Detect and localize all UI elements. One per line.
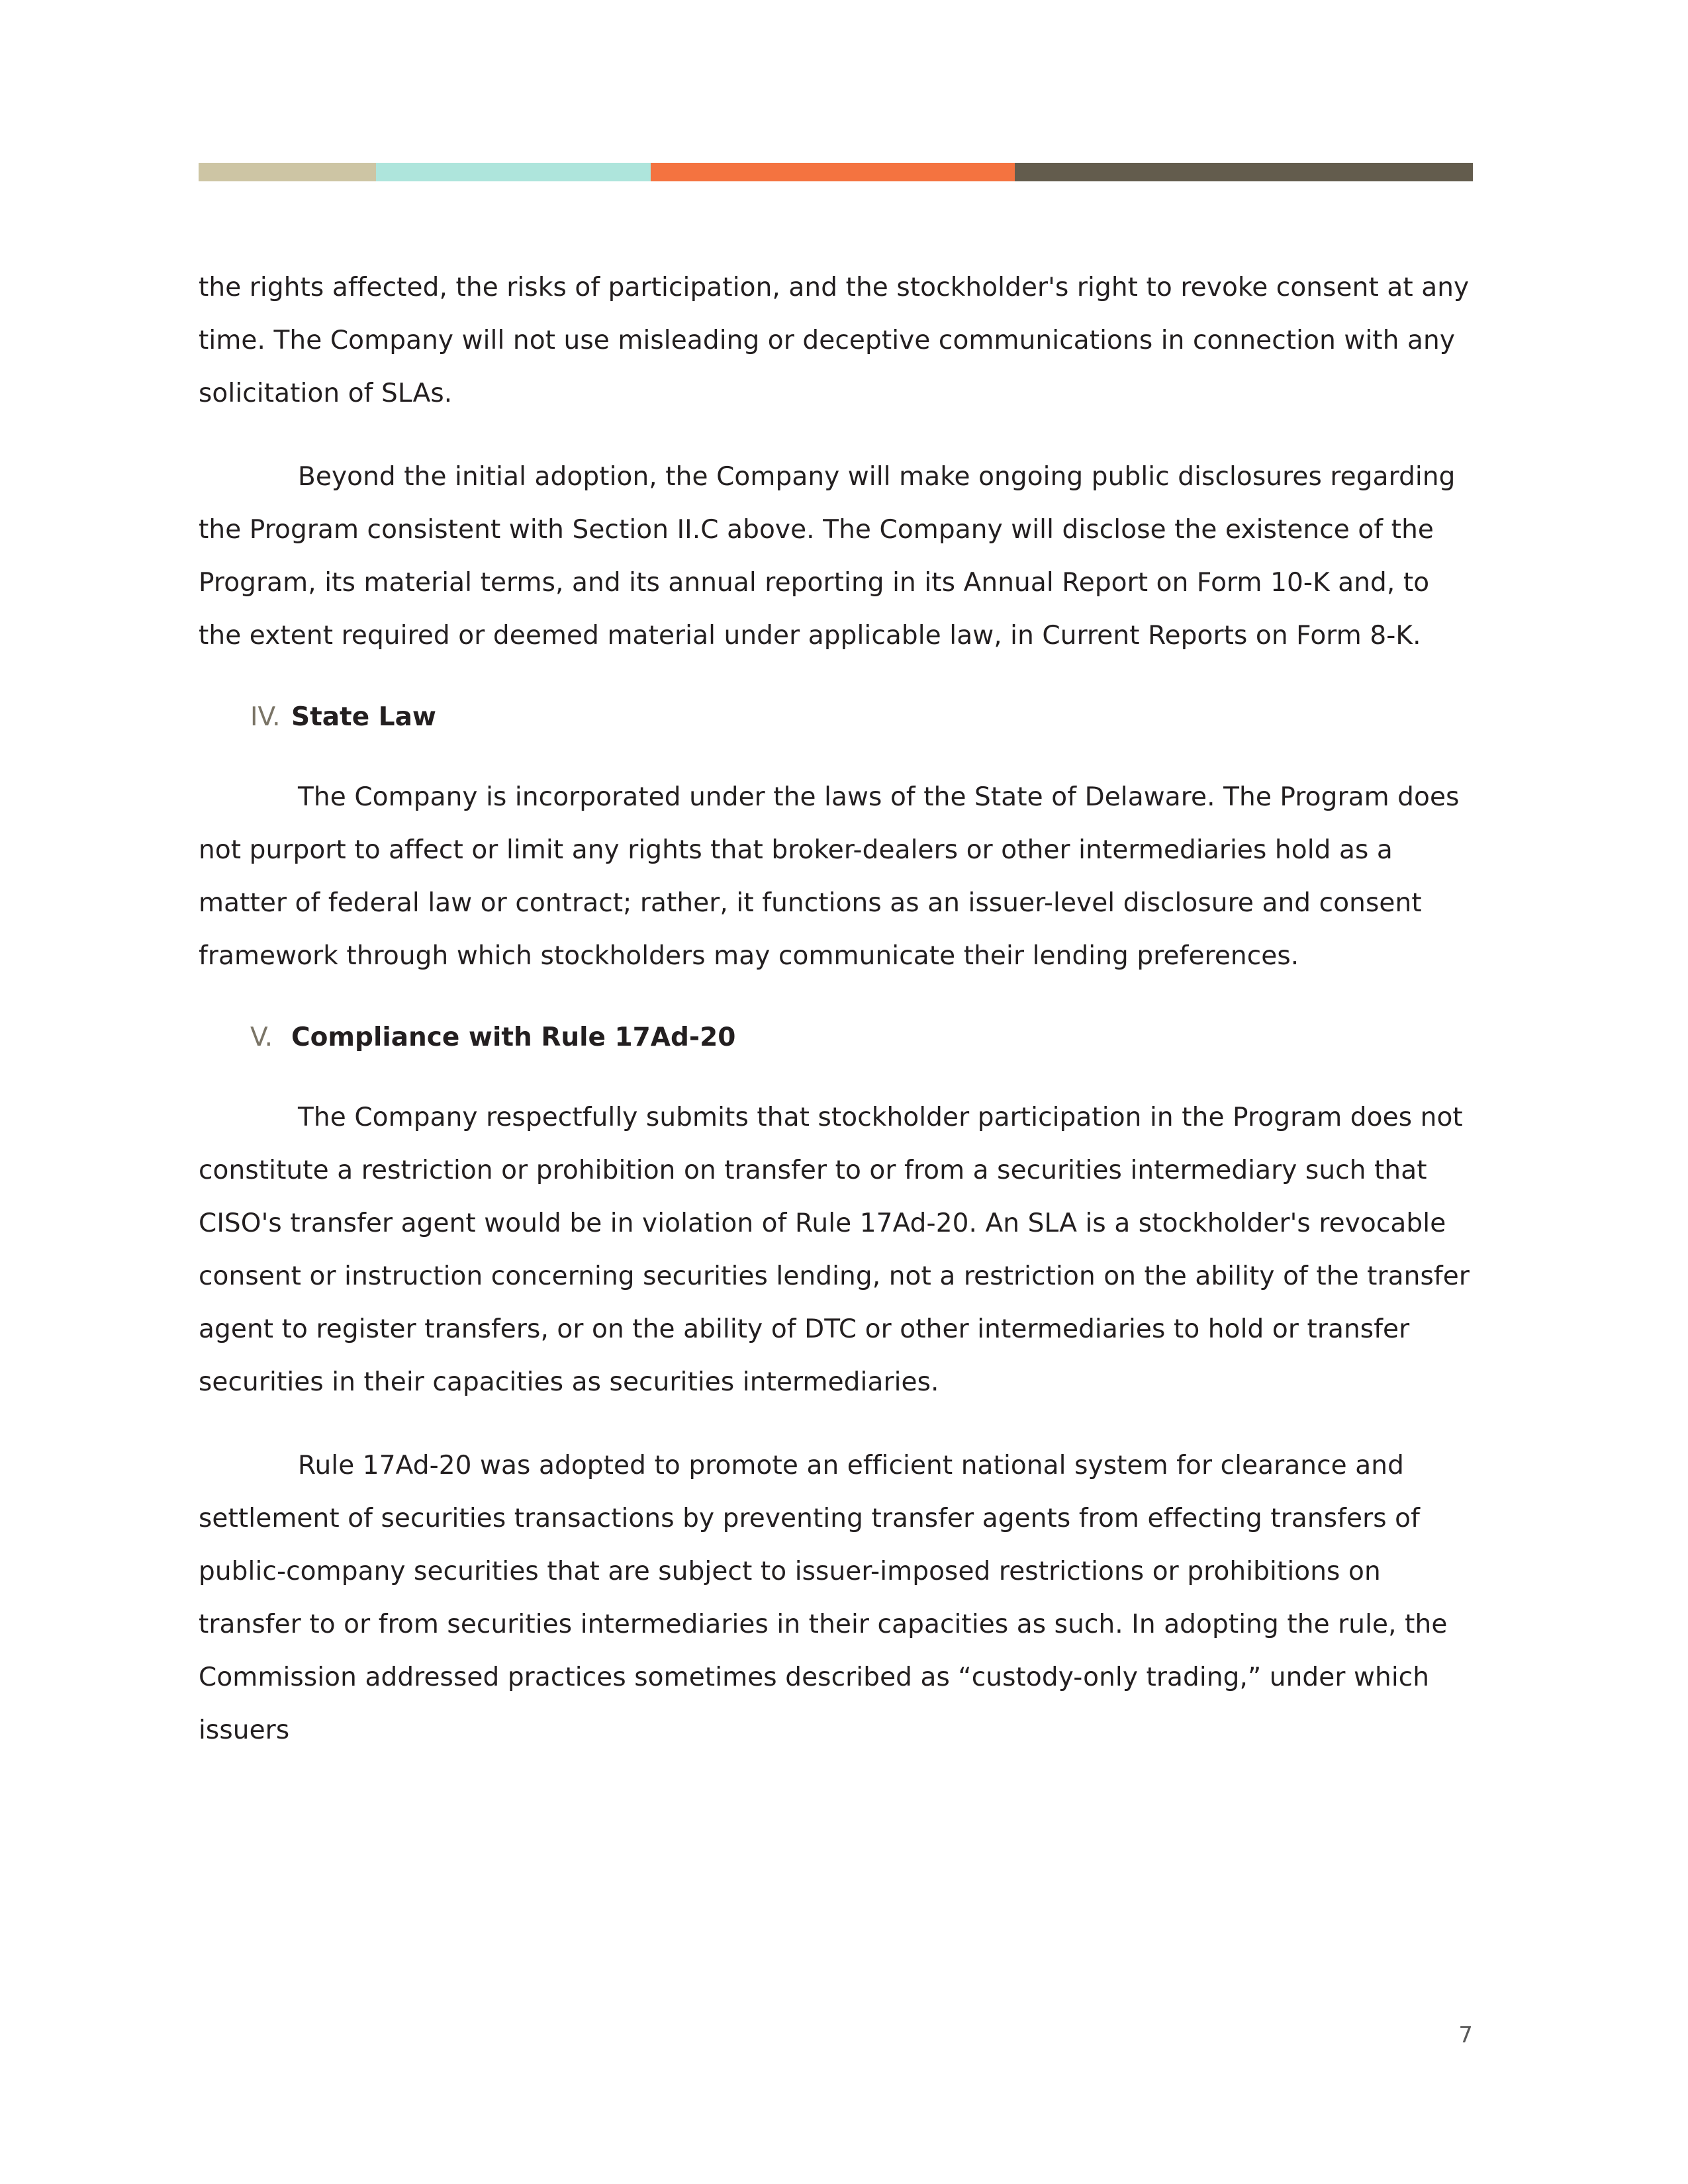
section-title: Compliance with Rule 17Ad-20 [291, 1023, 736, 1052]
color-bar-segment-3 [651, 163, 1015, 181]
decorative-color-bar [199, 163, 1473, 181]
color-bar-segment-2 [376, 163, 651, 181]
paragraph-rule-compliance: The Company respectfully submits that stockholder participation in the Program does not constitute a restriction or prohibition on transfer to or from a securities intermediary such that CISO's transfer agent would be in violation of Rule 17Ad-20. An SLA is a stockholder's revocable consent or instruction concerning securities lending, not a restriction on the ability of the transfer agent to register transfers, or on the ability of DTC or other intermediaries to hold or transfer securities in their capacities as securities intermediaries. [199, 1103, 1470, 1397]
section-heading-compliance-rule [199, 1013, 1473, 1062]
paragraph-ongoing-disclosures: Beyond the initial adoption, the Company will make ongoing public disclosures regarding the Program consistent with Section II.C above. The Company will disclose the existence of the Program, its material terms, and its annual reporting in its Annual Report on Form 10-K and, to the extent required or deemed material under applicable law, in Current Reports on Form 8-K. [199, 462, 1456, 651]
paragraph-delaware-law: The Company is incorporated under the laws of the State of Delaware. The Program does not purport to affect or limit any rights that broker-dealers or other intermediaries hold as a matter of federal law or contract; rather, it functions as an issuer-level disclosure and consent framework through which stockholders may communicate their lending preferences. [199, 782, 1460, 971]
section-title: State Law [291, 702, 436, 732]
section-number: IV. [250, 702, 281, 732]
color-bar-segment-1 [199, 163, 376, 181]
color-bar-segment-4 [1015, 163, 1473, 181]
document-body [199, 261, 1473, 1788]
paragraph-rule-background: Rule 17Ad-20 was adopted to promote an efficient national system for clearance and settlement of securities transactions by preventing transfer agents from effecting transfers of public-company securities that are subject to issuer-imposed restrictions or prohibitions on transfer to or from securities intermediaries in their capacities as such. In adopting the rule, the Commission addressed practices sometimes described as “custody-only trading,” under which issuers [199, 1451, 1448, 1745]
section-number: V. [250, 1023, 273, 1052]
section-heading-state-law [199, 693, 1473, 742]
page-number: 7 [1458, 2022, 1473, 2048]
paragraph-continuation: the rights affected, the risks of participation, and the stockholder's right to revoke consent at any time. The Company will not use misleading or deceptive communications in connection with any solicitation of SLAs. [199, 273, 1470, 408]
